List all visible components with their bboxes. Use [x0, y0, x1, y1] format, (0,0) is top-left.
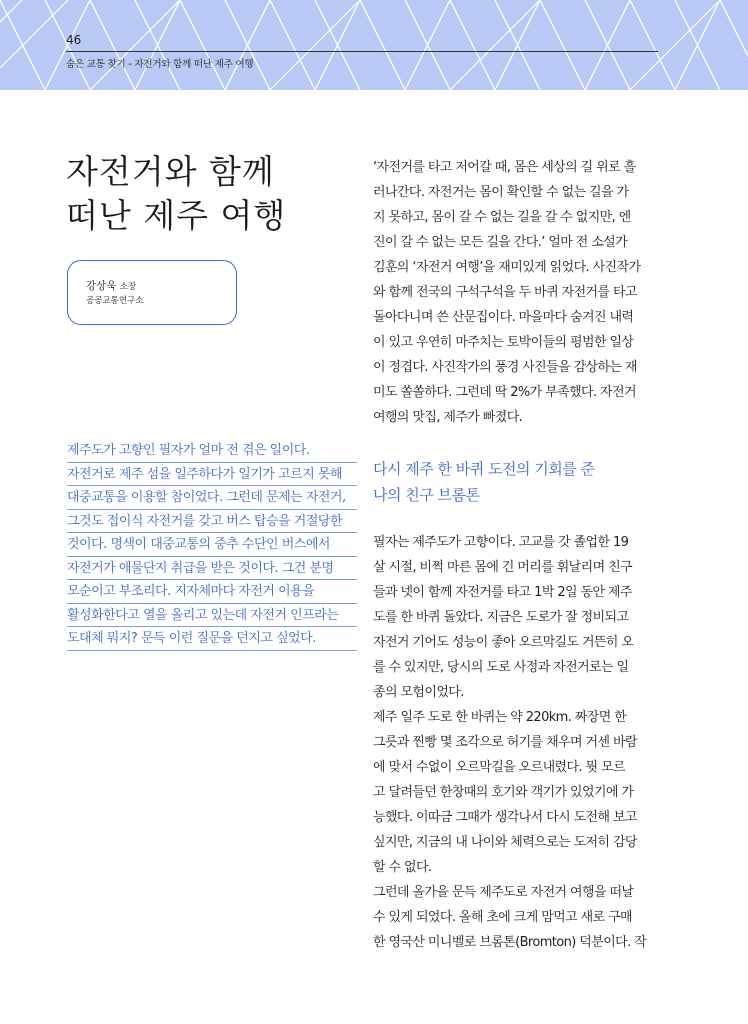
body-line: 할 수 없다. — [373, 860, 432, 875]
body-line: 종의 모험이었다. — [373, 685, 464, 700]
body-line: 그런데 올가을 문득 제주도로 자전거 여행을 떠날 — [373, 885, 634, 900]
header-rule — [66, 51, 658, 52]
body-line: 돌아다니며 쓴 산문집이다. 마을마다 숨겨진 내력 — [373, 310, 634, 325]
geometric-pattern — [0, 0, 748, 90]
body-line: 와 함께 전국의 구석구석을 두 바퀴 자전거를 타고 — [373, 285, 637, 300]
lead-line: 모순이고 부조리다. 지자체마다 자전거 이용을 — [67, 580, 357, 604]
header-band — [0, 0, 748, 90]
title-line: 떠난 제주 여행 — [66, 196, 287, 235]
page-number: 46 — [66, 33, 82, 47]
body-line: 필자는 제주도가 고향이다. 고교를 갓 졸업한 19 — [373, 535, 629, 550]
body-line: 이 있고 우연히 마주치는 토박이들의 평범한 일상 — [373, 335, 634, 350]
lead-line: 활성화한다고 열을 올리고 있는데 자전거 인프라는 — [67, 604, 357, 628]
subheading-line: 나의 친구 브롬톤 — [373, 486, 480, 504]
lead-line: 자전거로 제주 섬을 일주하다가 일기가 고르지 못해 — [67, 463, 357, 487]
section-name: 숨은 교통 찾기 — [66, 59, 126, 70]
article-name: 자전거와 함께 떠난 제주 여행 — [134, 59, 254, 70]
body-paragraph-2 — [373, 530, 663, 955]
author-box — [67, 260, 237, 325]
lead-line: 대중교통을 이용할 참이었다. 그런데 문제는 자전거, — [67, 486, 357, 510]
body-line: 도를 한 바퀴 돌았다. 지금은 도로가 잘 정비되고 — [373, 610, 629, 625]
author-role: 소장 — [119, 282, 137, 292]
body-line: 수 있게 되었다. 올해 초에 크게 맘먹고 새로 구매 — [373, 910, 632, 925]
body-line: 그릇과 찐빵 몇 조각으로 허기를 채우며 거센 바람 — [373, 735, 637, 750]
section-subheading — [373, 456, 663, 508]
body-line: 살 시절, 비쩍 마른 몸에 긴 머리를 휘날리며 친구 — [373, 560, 632, 575]
lead-line: 그것도 접이식 자전거를 갖고 버스 탑승을 거절당한 — [67, 510, 357, 534]
body-line: 에 맞서 수없이 오르막길을 오르내렸다. 뭣 모르 — [373, 760, 625, 775]
body-line: 러나간다. 자전거는 몸이 확인할 수 없는 길을 가 — [373, 185, 629, 200]
lead-paragraph — [67, 439, 357, 651]
body-line: 들과 넷이 함께 자전거를 타고 1박 2일 동안 제주 — [373, 585, 632, 600]
body-line: 한 영국산 미니벨로 브롬톤(Bromton) 덕분이다. 작 — [373, 935, 647, 950]
author-org: 공공교통연구소 — [86, 296, 144, 306]
body-line: 를 수 있지만, 당시의 도로 사정과 자전거로는 일 — [373, 660, 629, 675]
body-line: 김훈의 ‘자전거 여행’을 재미있게 읽었다. 사진작가 — [373, 260, 641, 275]
body-line: ‘자전거를 타고 저어갈 때, 몸은 세상의 길 위로 흘 — [373, 160, 636, 175]
body-line: 고 달려들던 한창때의 호기와 객기가 있었기에 가 — [373, 785, 634, 800]
lead-line: 것이다. 명색이 대중교통의 중추 수단인 버스에서 — [67, 533, 357, 557]
lead-line: 자전거가 애물단지 취급을 받은 것이다. 그건 분명 — [67, 557, 357, 581]
author-name-line — [86, 278, 136, 293]
body-line: 지 못하고, 몸이 갈 수 없는 길을 갈 수 없지만, 엔 — [373, 210, 631, 225]
lead-line: 제주도가 고향인 필자가 얼마 전 겪은 일이다. — [67, 439, 357, 463]
body-line: 싶지만, 지금의 내 나이와 체력으로는 도저히 감당 — [373, 835, 637, 850]
author-name: 강상욱 — [86, 280, 117, 292]
article-title — [66, 150, 286, 238]
body-line: 제주 일주 도로 한 바퀴는 약 220km. 짜장면 한 — [373, 710, 627, 725]
body-line: 이 정겹다. 사진작가의 풍경 사진들을 감상하는 재 — [373, 360, 637, 375]
separator: - — [128, 59, 132, 70]
body-paragraph-1 — [373, 155, 663, 430]
title-line: 자전거와 함께 — [66, 152, 275, 191]
body-line: 진이 갈 수 없는 모든 길을 간다.’ 얼마 전 소설가 — [373, 235, 628, 250]
body-line: 능했다. 이따금 그때가 생각나서 다시 도전해 보고 — [373, 810, 637, 825]
body-line: 자전거 기어도 성능이 좋아 오르막길도 거뜬히 오 — [373, 635, 634, 650]
running-head — [66, 56, 253, 70]
subheading-line: 다시 제주 한 바퀴 도전의 기회를 준 — [373, 460, 595, 478]
lead-line: 도대체 뭐지? 문득 이런 질문을 던지고 싶었다. — [67, 627, 357, 651]
body-line: 여행의 맛집, 제주가 빠졌다. — [373, 410, 523, 425]
body-line: 미도 쏠쏠하다. 그런데 딱 2%가 부족했다. 자전거 — [373, 385, 636, 400]
